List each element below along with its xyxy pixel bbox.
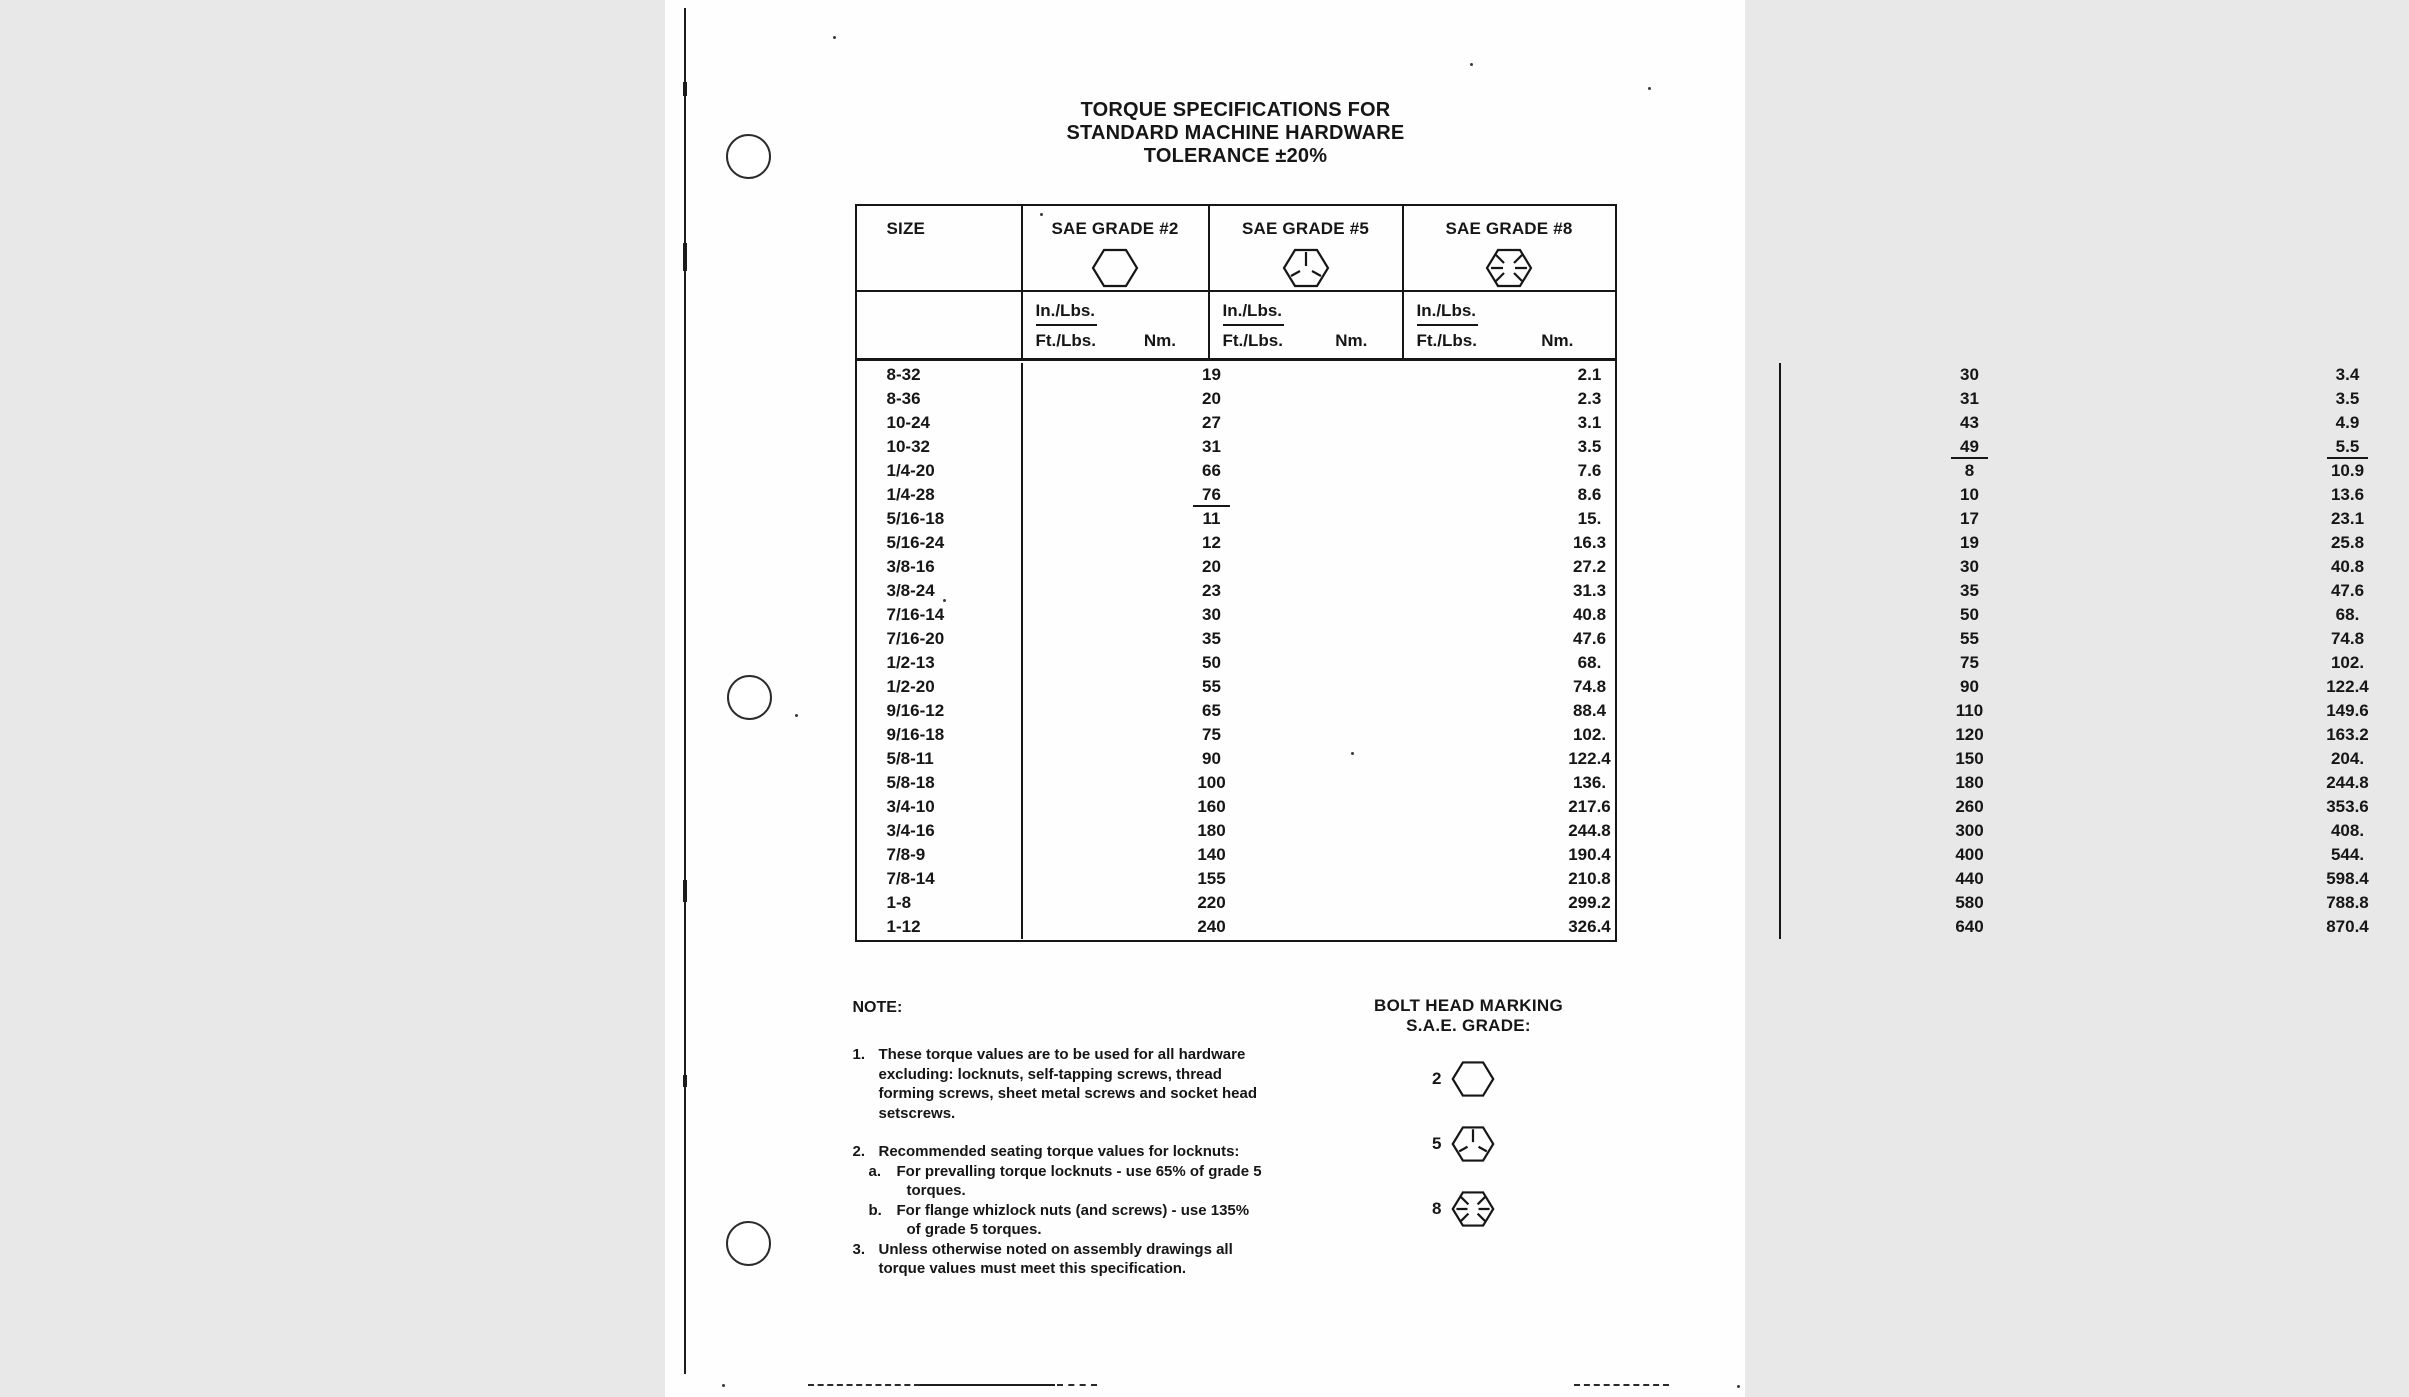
note-text: forming screws, sheet metal screws and socket head: [878, 1085, 1257, 1102]
table-row: [857, 363, 2360, 387]
note-text: Unless otherwise noted on assembly drawings all: [878, 1240, 1233, 1258]
size-value: 1-12: [857, 915, 1023, 939]
size-value: 3/4-16: [857, 819, 1023, 843]
table-row: [857, 603, 2360, 627]
ftlbs-value: 100: [1197, 773, 1226, 792]
grade5-header-label: SAE GRADE #5: [1241, 219, 1370, 238]
note-item-number: b.: [868, 1201, 882, 1219]
size-value: 5/16-24: [857, 531, 1023, 555]
nm-value: 102.: [2330, 653, 2365, 672]
size-value: 7/8-14: [857, 867, 1023, 891]
ftlbs-value: 240: [1197, 917, 1226, 936]
note-line: [853, 1084, 1343, 1104]
hex-plain-icon: [1450, 1059, 1496, 1099]
hex-three-mark-icon: [1450, 1124, 1496, 1164]
size-value: 3/8-24: [857, 579, 1023, 603]
nm-value: 3.5: [2335, 389, 2360, 408]
table-row: [857, 483, 2365, 507]
note-item-number: 2.: [852, 1143, 866, 1160]
nm-value: 68.: [1577, 653, 1602, 672]
nm-value: 40.8: [2330, 557, 2365, 576]
note-text: torques.: [906, 1182, 966, 1199]
note-line: [853, 1104, 1343, 1124]
size-value: 8-36: [857, 387, 1023, 411]
scan-speck: [722, 1384, 725, 1387]
table-row: [857, 555, 2365, 579]
notes-heading: NOTE:: [852, 999, 903, 1016]
table-row: [857, 627, 2365, 651]
ftlbs-value: 30: [1960, 365, 1979, 384]
nm-value: 3.4: [2335, 365, 2360, 384]
table-row: [857, 507, 2365, 531]
size-value: 5/8-11: [857, 747, 1023, 771]
hex-six-mark-icon: [1450, 1189, 1496, 1229]
table-row: [857, 891, 2369, 915]
bolt-marking-rows: [1363, 1059, 1575, 1229]
note-item-number: 1.: [852, 1046, 866, 1063]
size-value: 9/16-18: [857, 723, 1023, 747]
page-edge-scan-line: [684, 8, 686, 1374]
ftlbs-value: 17: [1960, 509, 1979, 528]
nm-value: 3.5: [1577, 437, 1602, 456]
ftlbs-value: 220: [1197, 893, 1226, 912]
scan-mark: [920, 1384, 1055, 1386]
ftlbs-value: 19: [1960, 533, 1979, 552]
ftlbs-value: 580: [1955, 893, 1984, 912]
ftlbs-value: 27: [1202, 413, 1221, 432]
ftlbs-value: 110: [1955, 701, 1984, 720]
note-text: Recommended seating torque values for locknuts:: [878, 1143, 1240, 1160]
table-row: [857, 723, 2369, 747]
grade2-header-label: SAE GRADE #2: [1051, 219, 1179, 238]
nm-value: 47.6: [1572, 629, 1607, 648]
note-line: [853, 1065, 1343, 1085]
table-row: [857, 843, 2365, 867]
size-value: 7/16-20: [857, 627, 1023, 651]
scan-mark: [683, 243, 687, 271]
ftlbs-value: 19: [1202, 365, 1221, 384]
scan-speck: [1470, 63, 1473, 66]
ftlbs-label: Ft./Lbs.: [1035, 331, 1096, 350]
ftlbs-value: 440: [1955, 869, 1984, 888]
ftlbs-value: 8: [1964, 461, 1975, 480]
grade2-column-header: [1023, 206, 1210, 290]
grade2-number: 2: [1432, 1069, 1442, 1088]
table-row: [857, 867, 2369, 891]
table-row: [857, 675, 2369, 699]
nm-value: 326.4: [1568, 917, 1611, 936]
scan-speck: [795, 714, 798, 717]
ftlbs-value: 10: [1960, 485, 1979, 504]
ftlbs-value: 55: [1202, 677, 1221, 696]
table-row: [857, 915, 2369, 939]
nm-value: 16.3: [1572, 533, 1607, 552]
ftlbs-value: 300: [1955, 821, 1984, 840]
size-value: 9/16-12: [857, 699, 1023, 723]
ftlbs-value: 35: [1960, 581, 1979, 600]
nm-value: 68.: [2335, 605, 2360, 624]
grade8-header-label: SAE GRADE #8: [1445, 219, 1573, 238]
nm-value: 210.8: [1568, 869, 1611, 888]
scan-mark: [683, 82, 687, 96]
nm-value: 2.3: [1577, 389, 1602, 408]
table-row: [857, 747, 2365, 771]
nm-value: 408.: [2330, 821, 2365, 840]
table-row: [857, 579, 2365, 603]
units-empty-cell: [857, 292, 1023, 358]
size-value: 5/16-18: [857, 507, 1023, 531]
grade8-marking-row: [1429, 1189, 1575, 1229]
ftlbs-value: 65: [1202, 701, 1221, 720]
grade8-column-header: [1404, 206, 1615, 290]
nm-value: 102.: [1572, 725, 1607, 744]
size-value: 5/8-18: [857, 771, 1023, 795]
size-column-header: SIZE: [857, 206, 1023, 290]
ftlbs-value: 640: [1955, 917, 1984, 936]
nm-value: 23.1: [2330, 509, 2365, 528]
nm-value: 25.8: [2330, 533, 2365, 552]
title-line-2: STANDARD MACHINE HARDWARE: [1066, 122, 1405, 144]
torque-spec-table: [855, 204, 2369, 942]
note-item-number: 3.: [852, 1240, 866, 1258]
ftlbs-value: 11: [1202, 509, 1221, 528]
nm-value: 74.8: [1572, 677, 1607, 696]
scan-mark: [1574, 1384, 1669, 1386]
table-row: [857, 795, 2369, 819]
ftlbs-value: 50: [1202, 653, 1221, 672]
scan-mark: [683, 880, 687, 902]
grade5-units-cell: [1210, 292, 1404, 358]
ftlbs-value: 155: [1197, 869, 1226, 888]
nm-value: 88.4: [1572, 701, 1607, 720]
size-value: 1/2-20: [857, 675, 1023, 699]
ftlbs-label: Ft./Lbs.: [1222, 331, 1283, 350]
scan-speck: [833, 36, 836, 39]
nm-value: 47.6: [2330, 581, 2365, 600]
size-value: 3/8-16: [857, 555, 1023, 579]
nm-value: 788.8: [2326, 893, 2369, 912]
nm-label: Nm.: [1541, 331, 1574, 350]
table-row: [857, 651, 2365, 675]
nm-value: 13.6: [2330, 485, 2365, 504]
table-row: [857, 435, 2360, 459]
title-line-1: TORQUE SPECIFICATIONS FOR: [1080, 99, 1391, 121]
bolt-marking-heading-line-1: BOLT HEAD MARKING: [1374, 996, 1563, 1015]
note-line: [853, 1240, 1343, 1260]
table-row: [857, 771, 2369, 795]
grade5-marking-row: [1429, 1124, 1575, 1164]
note-text: excluding: locknuts, self-tapping screws, thread: [878, 1065, 1222, 1083]
inlbs-label: In./Lbs.: [1417, 301, 1479, 326]
nm-value: 3.1: [1577, 413, 1602, 432]
punch-hole: [726, 1221, 771, 1266]
table-header-row: [857, 206, 1615, 292]
ftlbs-value: 50: [1960, 605, 1979, 624]
ftlbs-value: 43: [1960, 413, 1979, 432]
table-row: [857, 819, 2365, 843]
ftlbs-value: 31: [1960, 389, 1979, 408]
note-line: [853, 1162, 1343, 1182]
ftlbs-value: 30: [1960, 557, 1979, 576]
hex-three-mark-icon: [1281, 247, 1331, 289]
note-line: [853, 1220, 1343, 1240]
nm-value: 4.9: [2335, 413, 2360, 432]
nm-label: Nm.: [1335, 331, 1368, 350]
nm-value: 244.8: [2326, 773, 2369, 792]
table-row: [857, 459, 2365, 483]
ftlbs-value: 180: [1197, 821, 1226, 840]
ftlbs-value: 35: [1202, 629, 1221, 648]
ftlbs-label: Ft./Lbs.: [1416, 331, 1477, 350]
nm-value: 204.: [2330, 749, 2365, 768]
ftlbs-value: 120: [1955, 725, 1984, 744]
inlbs-label: In./Lbs.: [1223, 301, 1285, 326]
scan-mark: [808, 1384, 920, 1386]
scan-mark: [1057, 1384, 1097, 1386]
grade8-units-cell: [1404, 292, 1615, 358]
grade2-marking-row: [1429, 1059, 1575, 1099]
ftlbs-value: 12: [1202, 533, 1221, 552]
ftlbs-value: 76: [1023, 483, 1401, 507]
ftlbs-value: 20: [1202, 557, 1221, 576]
nm-value: 598.4: [2326, 869, 2369, 888]
grade2-units-cell: [1023, 292, 1210, 358]
nm-value: 149.6: [2326, 701, 2369, 720]
nm-value: 190.4: [1568, 845, 1611, 864]
document-page: [665, 0, 2369, 1397]
document-title: [855, 99, 1617, 168]
size-value: 3/4-10: [857, 795, 1023, 819]
nm-value: 2.1: [1577, 365, 1602, 384]
nm-value: 217.6: [1568, 797, 1611, 816]
nm-value: 31.3: [1572, 581, 1607, 600]
table-row: [857, 411, 2360, 435]
hex-plain-icon: [1090, 247, 1140, 289]
ftlbs-value: 30: [1202, 605, 1221, 624]
note-text: of grade 5 torques.: [906, 1221, 1042, 1238]
punch-hole: [726, 134, 771, 179]
ftlbs-value: 180: [1955, 773, 1984, 792]
title-line-3: TOLERANCE ±20%: [1143, 145, 1328, 167]
size-value: 8-32: [857, 363, 1023, 387]
grade5-number: 5: [1432, 1134, 1442, 1153]
nm-value: 122.4: [1568, 749, 1611, 768]
notes-section: [853, 999, 1343, 1279]
grade8-number: 8: [1432, 1199, 1442, 1218]
punch-hole: [727, 675, 772, 720]
ftlbs-value: 23: [1202, 581, 1221, 600]
note-text: torque values must meet this specification.: [878, 1260, 1187, 1277]
nm-value: 870.4: [2326, 917, 2369, 936]
ftlbs-value: 90: [1202, 749, 1221, 768]
table-body: [857, 361, 2369, 939]
nm-value: 7.6: [1577, 461, 1602, 480]
note-item-number: a.: [868, 1162, 882, 1180]
nm-value: 74.8: [2330, 629, 2365, 648]
ftlbs-value: 400: [1955, 845, 1984, 864]
ftlbs-value: 90: [1960, 677, 1979, 696]
nm-value: 27.2: [1572, 557, 1607, 576]
ftlbs-value: 49: [1781, 435, 2159, 459]
note-text: These torque values are to be used for all hardware: [878, 1046, 1246, 1063]
table-row: [857, 387, 2360, 411]
note-line: [853, 1045, 1343, 1065]
scan-speck: [1648, 87, 1651, 90]
table-units-row: [857, 292, 1615, 361]
note-text: For prevalling torque locknuts - use 65% of grade 5: [896, 1162, 1262, 1180]
ftlbs-value: 75: [1960, 653, 1979, 672]
inlbs-label: In./Lbs.: [1036, 301, 1098, 326]
ftlbs-value: 66: [1202, 461, 1221, 480]
bolt-head-marking-section: [1363, 996, 1575, 1254]
note-line: [853, 1181, 1343, 1201]
nm-value: 353.6: [2326, 797, 2369, 816]
ftlbs-value: 20: [1202, 389, 1221, 408]
ftlbs-value: 55: [1960, 629, 1979, 648]
scan-speck: [1737, 1385, 1740, 1388]
ftlbs-value: 160: [1197, 797, 1226, 816]
notes-list: [853, 1045, 1343, 1279]
nm-value: 122.4: [2326, 677, 2369, 696]
ftlbs-value: 31: [1202, 437, 1221, 456]
nm-value: 40.8: [1572, 605, 1607, 624]
nm-value: 15.: [1577, 509, 1602, 528]
bolt-marking-heading-line-2: S.A.E. GRADE:: [1406, 1016, 1531, 1035]
note-line: [853, 1142, 1343, 1162]
ftlbs-value: 140: [1197, 845, 1226, 864]
size-value: 1/2-13: [857, 651, 1023, 675]
size-value: 10-24: [857, 411, 1023, 435]
note-text: For flange whizlock nuts (and screws) - use 135%: [896, 1201, 1250, 1219]
nm-value: 244.8: [1568, 821, 1611, 840]
nm-value: 299.2: [1568, 893, 1611, 912]
size-value: 7/8-9: [857, 843, 1023, 867]
nm-value: 10.9: [2330, 461, 2365, 480]
nm-value: 5.5: [2159, 435, 2409, 459]
hex-six-mark-icon: [1484, 247, 1534, 289]
ftlbs-value: 260: [1955, 797, 1984, 816]
grade5-column-header: [1210, 206, 1404, 290]
size-value: 7/16-14: [857, 603, 1023, 627]
table-row: [857, 531, 2365, 555]
note-line: [853, 1201, 1343, 1221]
nm-label: Nm.: [1143, 331, 1176, 350]
nm-value: 8.6: [1577, 485, 1602, 504]
ftlbs-value: 150: [1955, 749, 1984, 768]
nm-value: 136.: [1572, 773, 1607, 792]
size-value: 1/4-20: [857, 459, 1023, 483]
bolt-marking-heading: [1363, 996, 1575, 1036]
note-line: [853, 1259, 1343, 1279]
size-value: 10-32: [857, 435, 1023, 459]
note-text: setscrews.: [878, 1104, 956, 1122]
size-value: 1-8: [857, 891, 1023, 915]
nm-value: 163.2: [2326, 725, 2369, 744]
size-value: 1/4-28: [857, 483, 1023, 507]
table-row: [857, 699, 2369, 723]
nm-value: 544.: [2330, 845, 2365, 864]
scan-mark: [683, 1075, 687, 1087]
ftlbs-value: 75: [1202, 725, 1221, 744]
